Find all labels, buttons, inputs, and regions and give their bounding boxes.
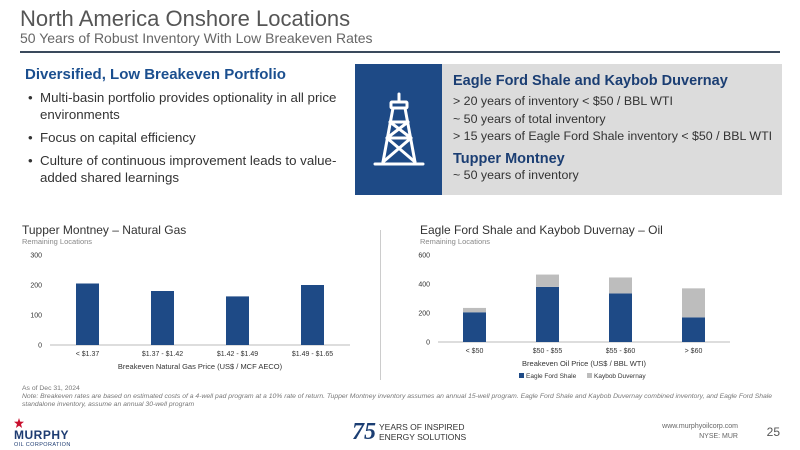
legend-label: Kaybob Duvernay [594,373,646,380]
icon-panel [355,64,442,195]
inventory-line: > 15 years of Eagle Ford Shale inventory < $50 / BBL WTI [453,129,773,143]
y-tick-label: 300 [30,252,42,260]
x-tick-label: < $1.37 [75,351,100,358]
as-of-date: As of Dec 31, 2024 [22,385,80,392]
bar [226,296,249,345]
bar-eagle-ford-shale [682,317,705,342]
x-tick-label: > $60 [684,348,703,355]
x-axis-title: Breakeven Oil Price (US$ / BBL WTI) [522,359,646,368]
oil-chart-subtitle: Remaining Locations [420,237,491,246]
anniversary-line-1: YEARS OF INSPIRED [379,422,465,432]
bar-kaybob-duvernay [536,275,559,287]
tupper-montney-heading: Tupper Montney [453,150,565,167]
x-tick-label: $1.42 - $1.49 [216,351,259,358]
oil-derrick-icon [371,90,427,170]
x-tick-label: $50 - $55 [532,348,563,355]
anniversary-number: 75 [352,419,376,445]
chart-divider [380,230,381,380]
bar-eagle-ford-shale [536,287,559,342]
company-logo [14,418,71,448]
bullet-text: Culture of continuous improvement leads to value-added shared learnings [40,153,337,185]
bullet-text: Focus on capital efficiency [40,130,196,145]
portfolio-bullets [25,89,345,186]
footnote: Note: Breakeven rates are based on estimated costs of a 4-well pad program at a 10% rate of return. Tupper Montney inventory assumes an annual 15-well program. Eagle Ford Shale and Kaybob Duvernay combined inventory, and Eagle Ford Shale standalone inventory, assume an annual 30-well program [22,393,773,409]
portfolio-panel [25,66,345,192]
gas-chart-title: Tupper Montney – Natural Gas [22,223,187,237]
bullet-text: Multi-basin portfolio provides optionality in all price environments [40,90,337,122]
y-tick-label: 0 [38,342,42,350]
y-tick-label: 400 [418,281,430,289]
legend-swatch [519,373,524,378]
y-tick-label: 200 [30,282,42,290]
x-tick-label: < $50 [465,348,484,355]
bar-eagle-ford-shale [609,293,632,342]
inventory-summary [442,64,782,195]
bar-kaybob-duvernay [609,277,632,293]
anniversary-line-2: ENERGY SOLUTIONS [379,431,467,442]
bullet-item: • Culture of continuous improvement leads to value-added shared learnings [28,153,337,185]
bar [151,291,174,345]
bar-kaybob-duvernay [463,308,486,312]
portfolio-heading: Diversified, Low Breakeven Portfolio [25,66,286,83]
oil-stacked-bar-chart [420,246,760,386]
stock-ticker: NYSE: MUR [699,433,738,440]
y-tick-label: 200 [418,310,430,318]
page-title: North America Onshore Locations [20,6,351,31]
inventory-line: > 20 years of inventory < $50 / BBL WTI [453,94,673,108]
gas-chart-subtitle: Remaining Locations [22,237,93,246]
page-number: 25 [766,425,780,439]
y-tick-label: 600 [418,252,430,260]
x-tick-label: $55 - $60 [605,348,636,355]
bar-eagle-ford-shale [463,312,486,342]
x-tick-label: $1.37 - $1.42 [141,351,184,358]
gas-bar-chart [20,246,360,376]
brand-name: MURPHY [14,428,70,442]
y-tick-label: 100 [30,312,42,320]
bar-kaybob-duvernay [682,288,705,317]
oil-chart-title: Eagle Ford Shale and Kaybob Duvernay – Oil [420,223,663,237]
y-tick-label: 0 [426,339,430,347]
star-icon [14,418,24,428]
title-divider [20,51,780,53]
legend-swatch [587,373,592,378]
bar [301,285,324,345]
eagle-ford-kaybob-heading: Eagle Ford Shale and Kaybob Duvernay [453,73,728,89]
page-subtitle: 50 Years of Robust Inventory With Low Breakeven Rates [20,30,373,46]
inventory-line: ~ 50 years of total inventory [453,111,606,126]
anniversary-logo [352,419,466,446]
anniversary-text [379,423,466,442]
company-contact [662,422,738,442]
bullet-item: • Focus on capital efficiency [28,130,196,145]
inventory-line: ~ 50 years of inventory [453,167,579,182]
bar [76,284,99,346]
x-tick-label: $1.49 - $1.65 [291,351,334,358]
bullet-item: • Multi-basin portfolio provides optionality in all price environments [28,90,337,122]
x-axis-title: Breakeven Natural Gas Price (US$ / MCF AECO) [117,362,283,371]
legend-label: Eagle Ford Shale [526,373,577,380]
brand-tagline: OIL CORPORATION [14,442,71,448]
website-link[interactable]: www.murphyoilcorp.com [662,423,738,430]
